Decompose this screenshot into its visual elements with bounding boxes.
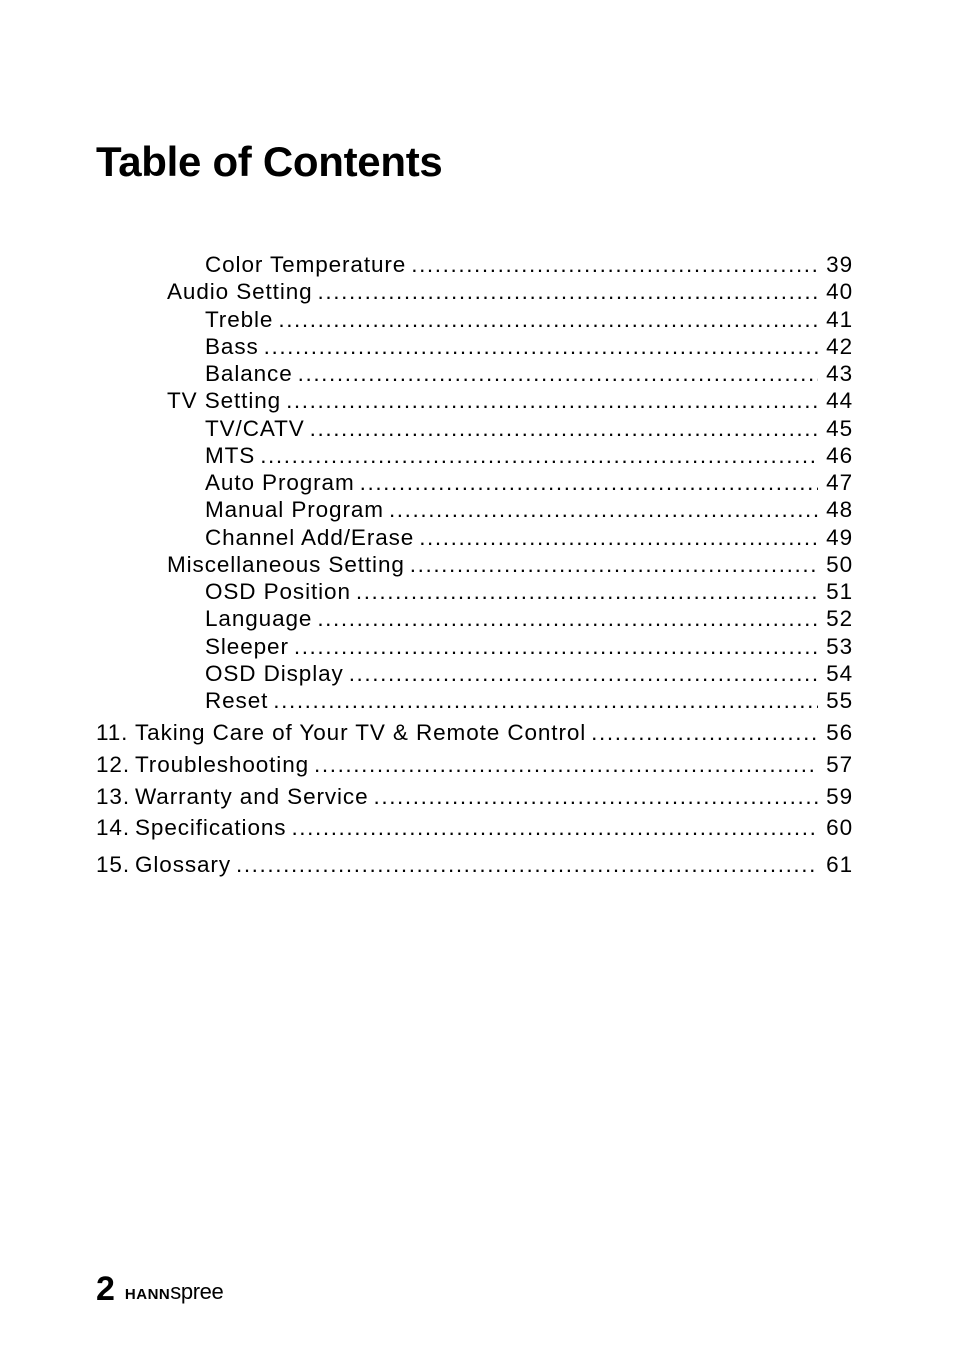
toc-dot-leader (236, 851, 818, 878)
toc-entry-taking-care[interactable] (96, 719, 853, 746)
toc-page-number: 56 (826, 720, 853, 745)
toc-entry-auto-program[interactable] (205, 469, 853, 496)
toc-entry-label: TV Setting (167, 388, 282, 413)
toc-entry-treble[interactable] (205, 306, 853, 333)
toc-entry-tv-setting[interactable] (167, 387, 853, 414)
toc-page-number: 44 (826, 388, 853, 413)
toc-entry-sleeper[interactable] (205, 633, 853, 660)
toc-dot-leader (310, 415, 819, 442)
toc-chapter-number: 15. (96, 852, 130, 877)
toc-dot-leader (286, 387, 818, 414)
toc-page-number: 50 (826, 552, 853, 577)
toc-dot-leader (374, 783, 819, 810)
toc-entry-label: Bass (205, 334, 259, 359)
toc-page-number: 51 (826, 579, 853, 604)
toc-page-number: 55 (826, 688, 853, 713)
toc-entry-miscellaneous-setting[interactable] (167, 551, 853, 578)
toc-chapter-number: 14. (96, 815, 130, 840)
toc-page-number: 60 (826, 815, 853, 840)
toc-chapter-number: 11. (96, 720, 129, 745)
toc-entry-osd-position[interactable] (205, 578, 853, 605)
toc-chapter-number: 12. (96, 752, 130, 777)
toc-page-number: 54 (826, 661, 853, 686)
toc-dot-leader (411, 251, 818, 278)
toc-entry-reset[interactable] (205, 687, 853, 714)
toc-page-number: 57 (826, 752, 853, 777)
brand-logo-part2: spree (170, 1279, 224, 1304)
toc-entry-osd-display[interactable] (205, 660, 853, 687)
toc-entry-label: Glossary (135, 852, 231, 877)
toc-page-number: 59 (826, 784, 853, 809)
toc-entry-label: OSD Position (205, 579, 351, 604)
toc-entry-label: Balance (205, 361, 293, 386)
toc-entry-label: Channel Add/Erase (205, 525, 415, 550)
toc-entry-specifications[interactable] (96, 814, 853, 841)
toc-entry-label: Color Temperature (205, 252, 407, 277)
toc-dot-leader (260, 442, 818, 469)
toc-dot-leader (314, 751, 818, 778)
toc-dot-leader (291, 814, 818, 841)
toc-dot-leader (264, 333, 819, 360)
toc-chapter-number: 13. (96, 784, 130, 809)
toc-page-number: 52 (826, 606, 853, 631)
toc-dot-leader (317, 605, 818, 632)
toc-page-number: 42 (826, 334, 853, 359)
toc-page-number: 49 (826, 525, 853, 550)
toc-entry-label: Warranty and Service (135, 784, 369, 809)
toc-entry-label: Specifications (135, 815, 287, 840)
toc-dot-leader (591, 719, 818, 746)
page-footer (96, 1272, 223, 1306)
toc-page-number: 48 (826, 497, 853, 522)
toc-dot-leader (278, 306, 818, 333)
toc-entry-balance[interactable] (205, 360, 853, 387)
toc-dot-leader (318, 278, 819, 305)
toc-entry-label: Sleeper (205, 634, 289, 659)
toc-dot-leader (356, 578, 818, 605)
toc-dot-leader (389, 496, 818, 523)
toc-entry-label: MTS (205, 443, 256, 468)
toc-entry-label: Audio Setting (167, 279, 313, 304)
toc-dot-leader (294, 633, 818, 660)
toc-entry-channel-add-erase[interactable] (205, 524, 853, 551)
toc-dot-leader (410, 551, 818, 578)
toc-page-number: 47 (826, 470, 853, 495)
toc-entry-glossary[interactable] (96, 851, 853, 878)
toc-dot-leader (349, 660, 818, 687)
toc-dot-leader (273, 687, 818, 714)
brand-logo-part1: HANN (124, 1286, 171, 1303)
toc-dot-leader (298, 360, 819, 387)
toc-entry-mts[interactable] (205, 442, 853, 469)
toc-page-number: 53 (826, 634, 853, 659)
toc-entry-audio-setting[interactable] (167, 278, 853, 305)
toc-entry-label: Miscellaneous Setting (167, 552, 405, 577)
toc-entry-manual-program[interactable] (205, 496, 853, 523)
toc-entry-label: Reset (205, 688, 269, 713)
brand-logo (124, 1279, 224, 1305)
toc-entry-label: Language (205, 606, 313, 631)
toc-page-number: 40 (826, 279, 853, 304)
page-title: Table of Contents (96, 138, 443, 185)
toc-entry-color-temperature[interactable] (205, 251, 853, 278)
toc-entry-troubleshooting[interactable] (96, 751, 853, 778)
toc-entry-label: Manual Program (205, 497, 384, 522)
toc-entry-warranty[interactable] (96, 783, 853, 810)
toc-page-number: 45 (826, 416, 853, 441)
toc-dot-leader (419, 524, 818, 551)
toc-entry-label: Treble (205, 307, 274, 332)
toc-page-number: 61 (826, 852, 853, 877)
toc-page-number: 43 (826, 361, 853, 386)
toc-dot-leader (360, 469, 819, 496)
toc-entry-bass[interactable] (205, 333, 853, 360)
toc-entry-language[interactable] (205, 605, 853, 632)
toc-page-number: 46 (826, 443, 853, 468)
toc-page-number: 41 (826, 307, 853, 332)
footer-page-number: 2 (96, 1270, 115, 1308)
toc-entry-label: Auto Program (205, 470, 355, 495)
toc-page-number: 39 (826, 252, 853, 277)
toc-entry-label: TV/CATV (205, 416, 305, 441)
toc-entry-tv-catv[interactable] (205, 415, 853, 442)
toc-entry-label: OSD Display (205, 661, 344, 686)
toc-entry-label: Taking Care of Your TV & Remote Control (135, 720, 587, 745)
toc-entry-label: Troubleshooting (135, 752, 310, 777)
